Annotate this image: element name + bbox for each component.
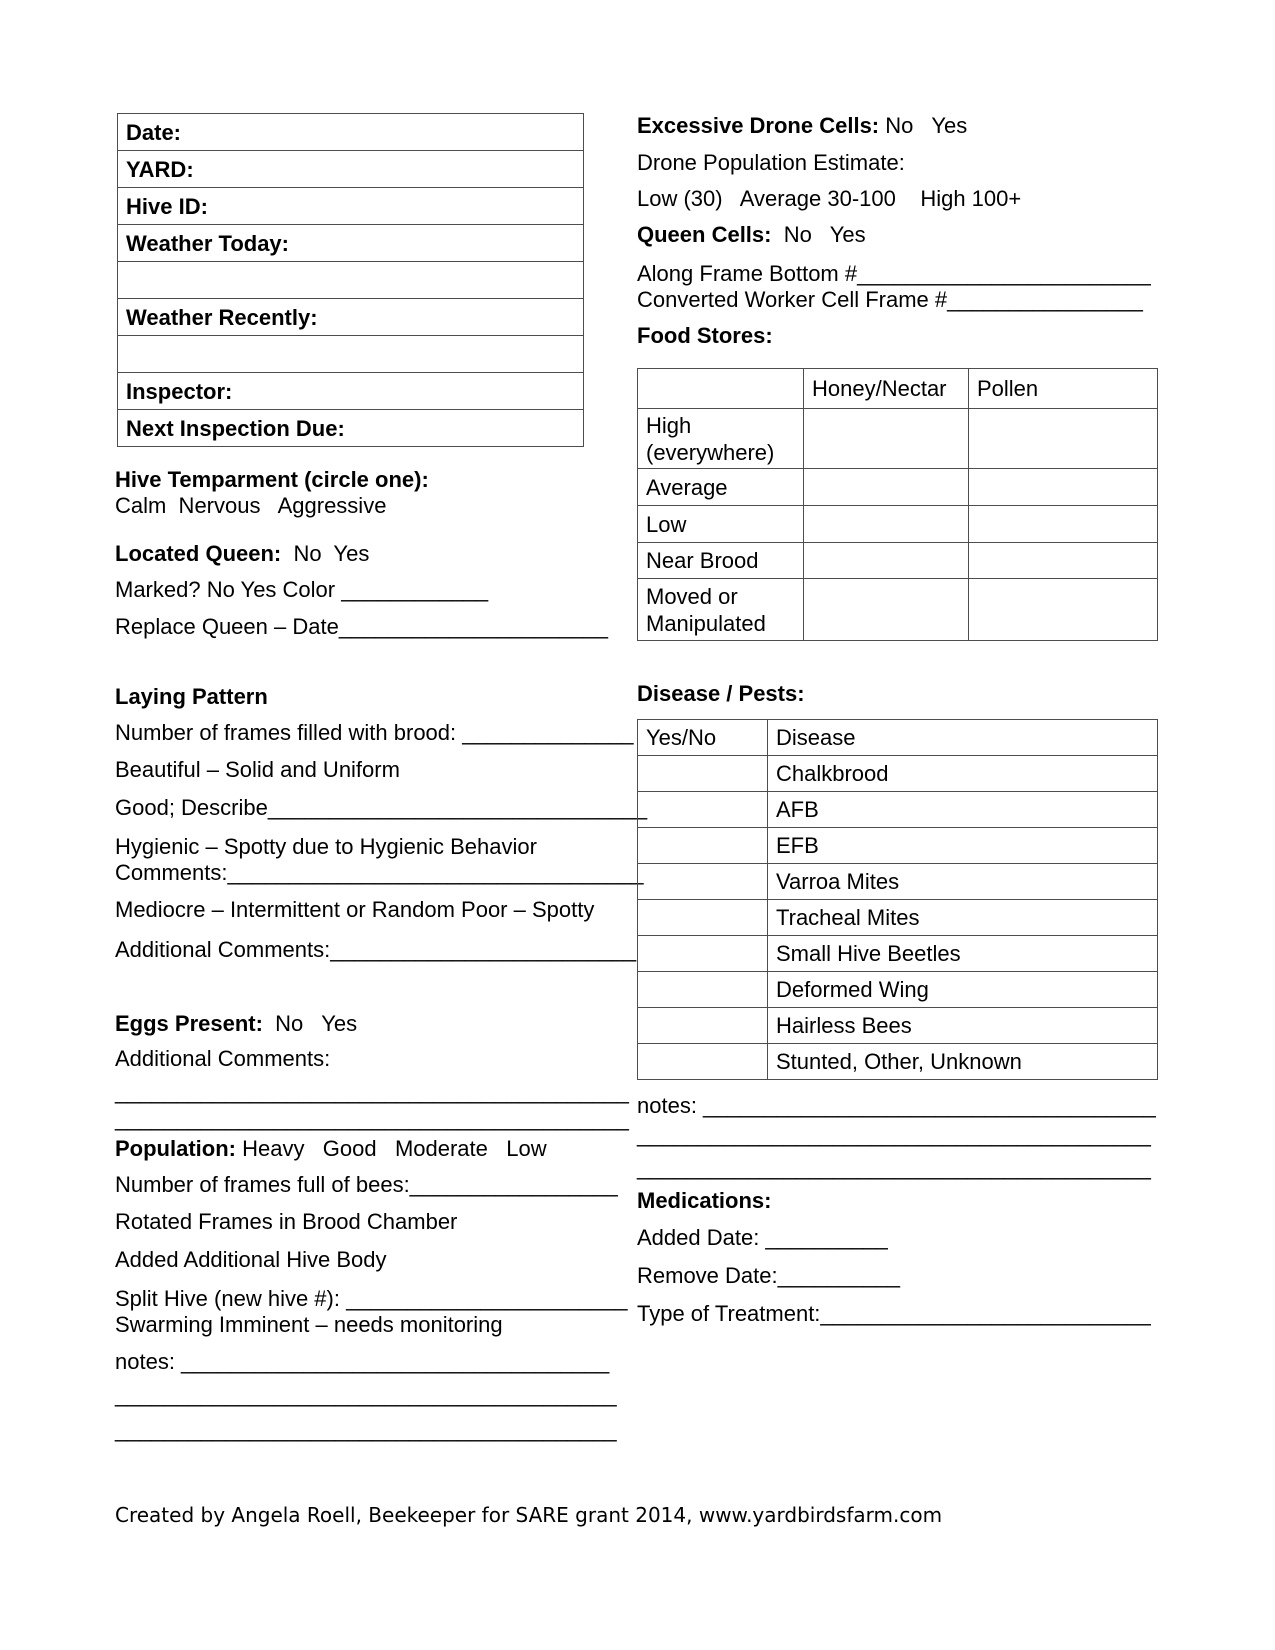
queen-marked-line: Marked? No Yes Color ____________ <box>115 577 489 602</box>
food-cell-blank <box>804 506 969 543</box>
disease-cell-blank <box>638 972 768 1008</box>
excessive-drone-cells-label: Excessive Drone Cells: <box>637 113 880 138</box>
disease-cell-blank <box>638 1008 768 1044</box>
table-row <box>638 579 1158 641</box>
table-row <box>118 225 584 262</box>
blank-write-line: __________________________________________ <box>637 1155 1151 1180</box>
table-row <box>638 864 1158 900</box>
table-row <box>638 792 1158 828</box>
info-label-yard: YARD: <box>118 151 584 188</box>
drone-estimate-label: Drone Population Estimate: <box>637 150 905 175</box>
beautiful-line: Beautiful – Solid and Uniform <box>115 757 400 782</box>
population-options: Heavy Good Moderate Low <box>235 1136 547 1161</box>
disease-cell-blank <box>638 864 768 900</box>
right-column <box>637 113 1162 1327</box>
info-label-weather-recently: Weather Recently: <box>118 299 584 336</box>
disease-cell-blank <box>638 936 768 972</box>
disease-header-disease: Disease <box>768 720 1158 756</box>
disease-row-small-hive-beetles: Small Hive Beetles <box>768 936 1158 972</box>
disease-row-varroa-mites: Varroa Mites <box>768 864 1158 900</box>
table-row <box>638 1008 1158 1044</box>
excessive-drone-cells-line <box>637 113 1162 139</box>
table-row <box>638 900 1158 936</box>
right-notes-line: notes: _____________________________________ <box>637 1093 1156 1118</box>
eggs-present-options: No Yes <box>262 1011 358 1036</box>
eggs-present-label: Eggs Present: <box>115 1011 263 1036</box>
disease-header-yes-no: Yes/No <box>638 720 768 756</box>
inspection-info-table <box>117 113 584 447</box>
food-cell-blank <box>969 506 1158 543</box>
added-hive-body-line: Added Additional Hive Body <box>115 1247 387 1272</box>
brood-frames-line: Number of frames filled with brood: ______________ <box>115 720 634 745</box>
temperament-heading: Hive Temparment (circle one): <box>115 467 429 492</box>
queen-cells-options: No Yes <box>771 222 866 247</box>
table-row <box>638 369 1158 409</box>
swarming-line: Swarming Imminent – needs monitoring <box>115 1312 503 1337</box>
rotated-frames-line: Rotated Frames in Brood Chamber <box>115 1209 458 1234</box>
food-row-high-everywhere: High (everywhere) <box>638 409 804 469</box>
food-row-average: Average <box>638 469 804 506</box>
blank-write-line: _________________________________________ <box>115 1417 617 1442</box>
population-label: Population: <box>115 1136 236 1161</box>
table-row <box>638 756 1158 792</box>
medications-heading: Medications: <box>637 1188 772 1213</box>
laying-pattern-heading: Laying Pattern <box>115 684 268 709</box>
food-row-low: Low <box>638 506 804 543</box>
disease-row-hairless-bees: Hairless Bees <box>768 1008 1158 1044</box>
disease-row-afb: AFB <box>768 792 1158 828</box>
replace-queen-line: Replace Queen – Date______________________ <box>115 614 608 639</box>
medication-added-date-line: Added Date: __________ <box>637 1225 888 1250</box>
table-row <box>638 409 1158 469</box>
food-cell-blank <box>969 579 1158 641</box>
info-label-next-inspection: Next Inspection Due: <box>118 410 584 447</box>
food-cell-blank <box>969 469 1158 506</box>
located-queen-line <box>115 541 660 567</box>
food-row-moved-manipulated: Moved or Manipulated <box>638 579 804 641</box>
disease-row-efb: EFB <box>768 828 1158 864</box>
drone-estimate-options: Low (30) Average 30-100 High 100+ <box>637 186 1022 211</box>
disease-pests-table <box>637 719 1158 1080</box>
table-row <box>638 720 1158 756</box>
table-row <box>638 543 1158 579</box>
info-blank-row <box>118 336 584 373</box>
footer-credit: Created by Angela Roell, Beekeeper for SARE grant 2014, www.yardbirdsfarm.com <box>115 1503 943 1527</box>
info-label-hive-id: Hive ID: <box>118 188 584 225</box>
disease-row-deformed-wing: Deformed Wing <box>768 972 1158 1008</box>
food-cell-blank <box>969 543 1158 579</box>
left-notes-line: notes: ___________________________________ <box>115 1349 610 1374</box>
frames-of-bees-line: Number of frames full of bees:_________________ <box>115 1172 618 1197</box>
queen-cells-label: Queen Cells: <box>637 222 772 247</box>
table-row <box>118 336 584 373</box>
blank-write-line: __________________________________________ <box>115 1079 629 1104</box>
table-row <box>118 151 584 188</box>
table-row <box>118 410 584 447</box>
medication-remove-date-line: Remove Date:__________ <box>637 1263 900 1288</box>
excessive-drone-cells-options: No Yes <box>879 113 968 138</box>
table-row <box>638 506 1158 543</box>
blank-write-line: _________________________________________ <box>115 1382 617 1407</box>
medication-treatment-type-line: Type of Treatment:___________________________ <box>637 1301 1151 1326</box>
table-row <box>118 299 584 336</box>
temperament-options: Calm Nervous Aggressive <box>115 493 387 518</box>
blank-write-line: __________________________________________ <box>637 1122 1151 1147</box>
blank-write-line: __________________________________________ <box>115 1106 629 1131</box>
food-cell-blank <box>804 469 969 506</box>
table-row <box>118 262 584 299</box>
food-cell-blank <box>804 409 969 469</box>
additional-comments-line: Additional Comments:_________________________ <box>115 937 637 962</box>
food-stores-table <box>637 368 1158 641</box>
food-header-honey-nectar: Honey/Nectar <box>804 369 969 409</box>
table-row <box>638 828 1158 864</box>
disease-row-stunted-other-unknown: Stunted, Other, Unknown <box>768 1044 1158 1080</box>
left-column <box>115 113 660 1443</box>
table-row <box>118 114 584 151</box>
food-header-pollen: Pollen <box>969 369 1158 409</box>
disease-pests-heading: Disease / Pests: <box>637 681 805 706</box>
disease-cell-blank <box>638 900 768 936</box>
table-row <box>118 188 584 225</box>
disease-cell-blank <box>638 756 768 792</box>
table-row <box>638 972 1158 1008</box>
table-row <box>118 373 584 410</box>
info-label-inspector: Inspector: <box>118 373 584 410</box>
food-header-blank <box>638 369 804 409</box>
disease-row-chalkbrood: Chalkbrood <box>768 756 1158 792</box>
disease-cell-blank <box>638 828 768 864</box>
eggs-additional-comments-label: Additional Comments: <box>115 1046 331 1071</box>
along-frame-bottom-line: Along Frame Bottom #________________________ <box>637 261 1151 286</box>
food-row-near-brood: Near Brood <box>638 543 804 579</box>
food-cell-blank <box>969 409 1158 469</box>
disease-cell-blank <box>638 792 768 828</box>
split-hive-line: Split Hive (new hive #): _______________________ <box>115 1286 628 1311</box>
disease-cell-blank <box>638 1044 768 1080</box>
located-queen-label: Located Queen: <box>115 541 282 566</box>
info-blank-row <box>118 262 584 299</box>
eggs-present-line <box>115 1011 660 1037</box>
hygienic-line: Hygienic – Spotty due to Hygienic Behavior <box>115 834 537 859</box>
converted-worker-cell-line: Converted Worker Cell Frame #________________ <box>637 287 1143 312</box>
good-describe-line: Good; Describe_______________________________ <box>115 795 648 820</box>
food-stores-heading: Food Stores: <box>637 323 773 348</box>
info-label-date: Date: <box>118 114 584 151</box>
mediocre-line: Mediocre – Intermittent or Random Poor – Spotty <box>115 897 595 922</box>
table-row <box>638 469 1158 506</box>
population-line <box>115 1136 660 1162</box>
located-queen-options: No Yes <box>281 541 370 566</box>
table-row <box>638 936 1158 972</box>
table-row <box>638 1044 1158 1080</box>
queen-cells-line <box>637 222 1162 248</box>
food-cell-blank <box>804 579 969 641</box>
info-label-weather-today: Weather Today: <box>118 225 584 262</box>
food-cell-blank <box>804 543 969 579</box>
disease-row-tracheal-mites: Tracheal Mites <box>768 900 1158 936</box>
hygienic-comments-line: Comments:__________________________________ <box>115 860 644 885</box>
